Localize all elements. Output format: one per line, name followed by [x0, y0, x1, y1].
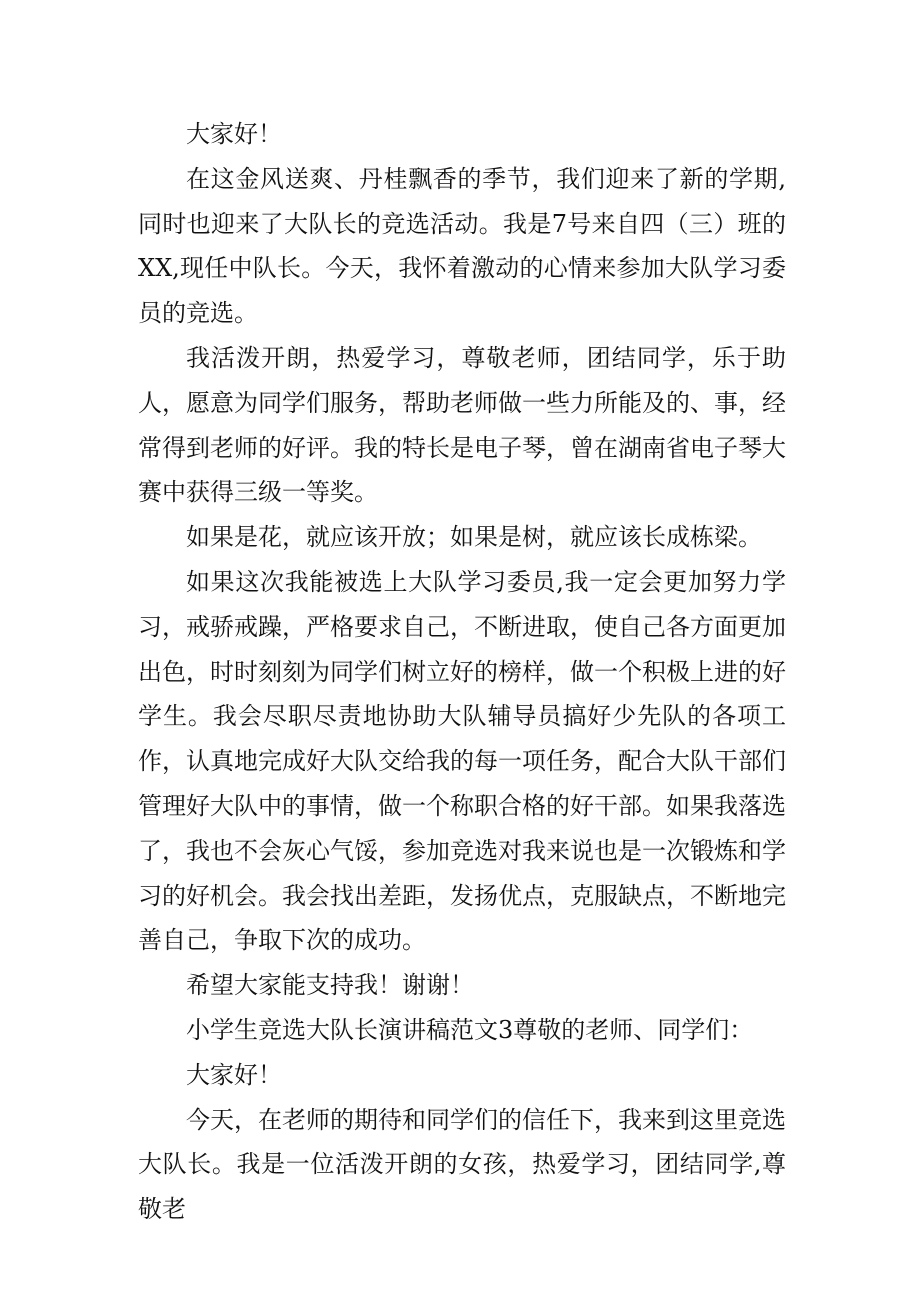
intro-paragraph: 在这金风送爽、丹桂飘香的季节，我们迎来了新的学期,同时也迎来了大队长的竞选活动。我是7号来自四（三）班的XX,现任中队长。今天，我怀着激动的心情来参加大队学习委员的竞选。 [138, 164, 786, 328]
promise-paragraph: 如果这次我能被选上大队学习委员,我一定会更加努力学习，戒骄戒躁，严格要求自己，不断进取，使自己各方面更加出色，时时刻刻为同学们树立好的榜样，做一个积极上进的好学生。我会尽职尽责地协助大队辅导员搞好少先队的各项工作，认真地完成好大队交给我的每一项任务，配合大队干部们管理好大队中的事情，做一个称职合格的好干部。如果我落选了，我也不会灰心气馁，参加竞选对我来说也是一次锻炼和学习的好机会。我会找出差距，发扬优点，克服缺点，不断地完善自己，争取下次的成功。 [138, 567, 786, 955]
self-description-paragraph: 我活泼开朗，热爱学习，尊敬老师，团结同学，乐于助人，愿意为同学们服务，帮助老师做一些力所能及的、事，经常得到老师的好评。我的特长是电子琴，曾在湖南省电子琴大赛中获得三级一等奖。 [138, 343, 786, 507]
document-page [138, 112, 786, 1232]
second-greeting-paragraph: 大家好！ [186, 1060, 282, 1089]
sample-title-paragraph: 小学生竞选大队长演讲稿范文3尊敬的老师、同学们： [186, 1015, 754, 1044]
closing-paragraph: 希望大家能支持我！谢谢！ [186, 971, 474, 1000]
greeting-paragraph: 大家好！ [186, 120, 282, 148]
metaphor-paragraph: 如果是花，就应该开放；如果是树，就应该长成栋梁。 [186, 523, 762, 552]
second-intro-paragraph: 今天，在老师的期待和同学们的信任下，我来到这里竞选大队长。我是一位活泼开朗的女孩，热爱学习，团结同学,尊敬老 [138, 1105, 786, 1224]
